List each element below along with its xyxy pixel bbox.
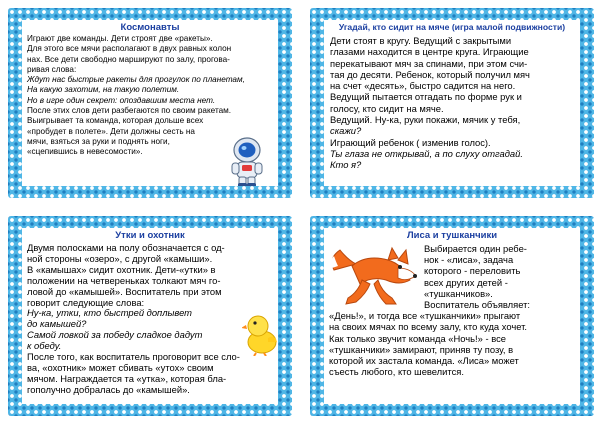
text-line: «День!», и тогда все «тушканчики» прыгают [329, 310, 521, 322]
text-line: Для этого все мячи располагают в двух равных колон [27, 44, 232, 54]
text-line: После этих слов дети разбегаются по своим ракетам. [27, 106, 232, 116]
text-line: которого - переловить [424, 265, 521, 277]
text-line: нах. Все дети свободно маршируют по залу, прогова- [27, 54, 230, 64]
card-text [27, 243, 274, 396]
text-line: которой их застала команда. «Лиса» может [329, 355, 519, 367]
duckling-icon [242, 312, 278, 356]
text-line: «тушканчиков». [424, 287, 493, 299]
text-line: Выбирается один ребе- [424, 243, 527, 254]
text-line: Как только звучит команда «Ночь!» - все [329, 332, 506, 344]
text-line: В «камышах» сидит охотник. Дети-«утки» в [27, 263, 216, 275]
card-body [22, 20, 278, 186]
text-line: Выигрывает та команда, которая дольше всех [27, 116, 204, 126]
text-line: Играющий ребенок ( изменив голос). [330, 136, 491, 148]
text-line: Ждут нас быстрые ракеты для прогулок по планетам, [27, 75, 245, 85]
text-line: Самой ловкой за победу сладкое дадут [27, 329, 203, 341]
card-title: Утки и охотник [115, 230, 185, 241]
card-ducks-and-hunter [8, 216, 292, 416]
text-line: Воспитатель объявляет: [424, 299, 531, 311]
text-line: съесть любого, кто шевелится. [329, 366, 464, 378]
text-line: Ведущий. Ну-ка, руки покажи, мячик у тебя, [330, 114, 521, 126]
text-line: Ты глаза не открывай, а по слуху отгадай. [330, 147, 523, 159]
text-line: к обеду. [27, 340, 62, 352]
card-title: Космонавты [120, 22, 180, 33]
text-line: глазами находится в центре круга. Играющие [330, 46, 529, 58]
text-line: положении на четвереньках толкают мяч го- [27, 274, 221, 286]
text-line: Но в игре один секрет: опоздавшим места нет. [27, 95, 216, 105]
card-body [324, 20, 580, 186]
text-line: ва, «охотник» может сбивать «утох» своим [27, 361, 214, 373]
text-line: скажи? [330, 125, 362, 137]
text-line: мячом. Награждается та «утка», которая бла- [27, 372, 227, 384]
text-line: гополучно добралась до «камышей». [27, 383, 190, 395]
text-line: перекатывают мяч за спинами, при этом счи- [330, 57, 528, 69]
text-line: нок - «лиса», задача [424, 254, 514, 266]
text-line: «сцепившись в невесомости». [27, 147, 143, 157]
card-body [22, 228, 278, 404]
text-line: После того, как воспитатель проговорит все сло- [27, 351, 240, 363]
text-line: «тушканчики» замирают, приняв ту позу, в [329, 343, 514, 355]
text-line: ловой до «камышей». Воспитатель при этом [27, 285, 222, 297]
text-line: говорит следующие слова: [27, 296, 145, 308]
text-line: ривая слова: [27, 64, 77, 74]
card-fox-and-jerboas [310, 216, 594, 416]
card-title: Угадай, кто сидит на мяче (игра малой подвижности) [338, 22, 566, 32]
text-line: «пробудет в полете». Дети должны сесть на [27, 126, 195, 136]
text-line: Двумя полосками на полу обозначается с од- [27, 242, 225, 253]
card-cosmonauts [8, 8, 292, 198]
text-line: Ведущий пытается отгадать по форме рук и [330, 91, 522, 103]
text-line: на своих мячах по всему залу, кто куда хочет. [329, 321, 527, 333]
card-title: Лиса и тушканчики [406, 230, 498, 241]
card-body [324, 228, 580, 404]
text-line: ной стороны «озеро», с другой «камыши». [27, 252, 213, 264]
card-guess-who [310, 8, 594, 198]
text-line: всех других детей - [424, 276, 508, 288]
text-line: Играют две команды. Дети строят две «ракеты». [27, 34, 213, 43]
text-line: голосу, кто сидит на мяче. [330, 102, 444, 114]
text-line: до камышей? [27, 318, 87, 330]
text-line: Кто я? [330, 159, 362, 171]
text-line: Ну-ка, утки, кто быстрей доплывет [27, 307, 192, 319]
text-line: мячи, взяться за руки и поднять ноги, [27, 136, 170, 146]
text-line: Дети стоят в кругу. Ведущий с закрытыми [330, 35, 512, 46]
text-line: на счет «десять», быстро садится на него. [330, 80, 516, 92]
card-text [330, 35, 576, 171]
text-line: тая до десяти. Ребенок, который получил мяч [330, 68, 530, 80]
card-text [329, 243, 576, 377]
astronaut-icon [228, 136, 266, 186]
text-line: На какую захотим, на такую полетим. [27, 85, 180, 95]
